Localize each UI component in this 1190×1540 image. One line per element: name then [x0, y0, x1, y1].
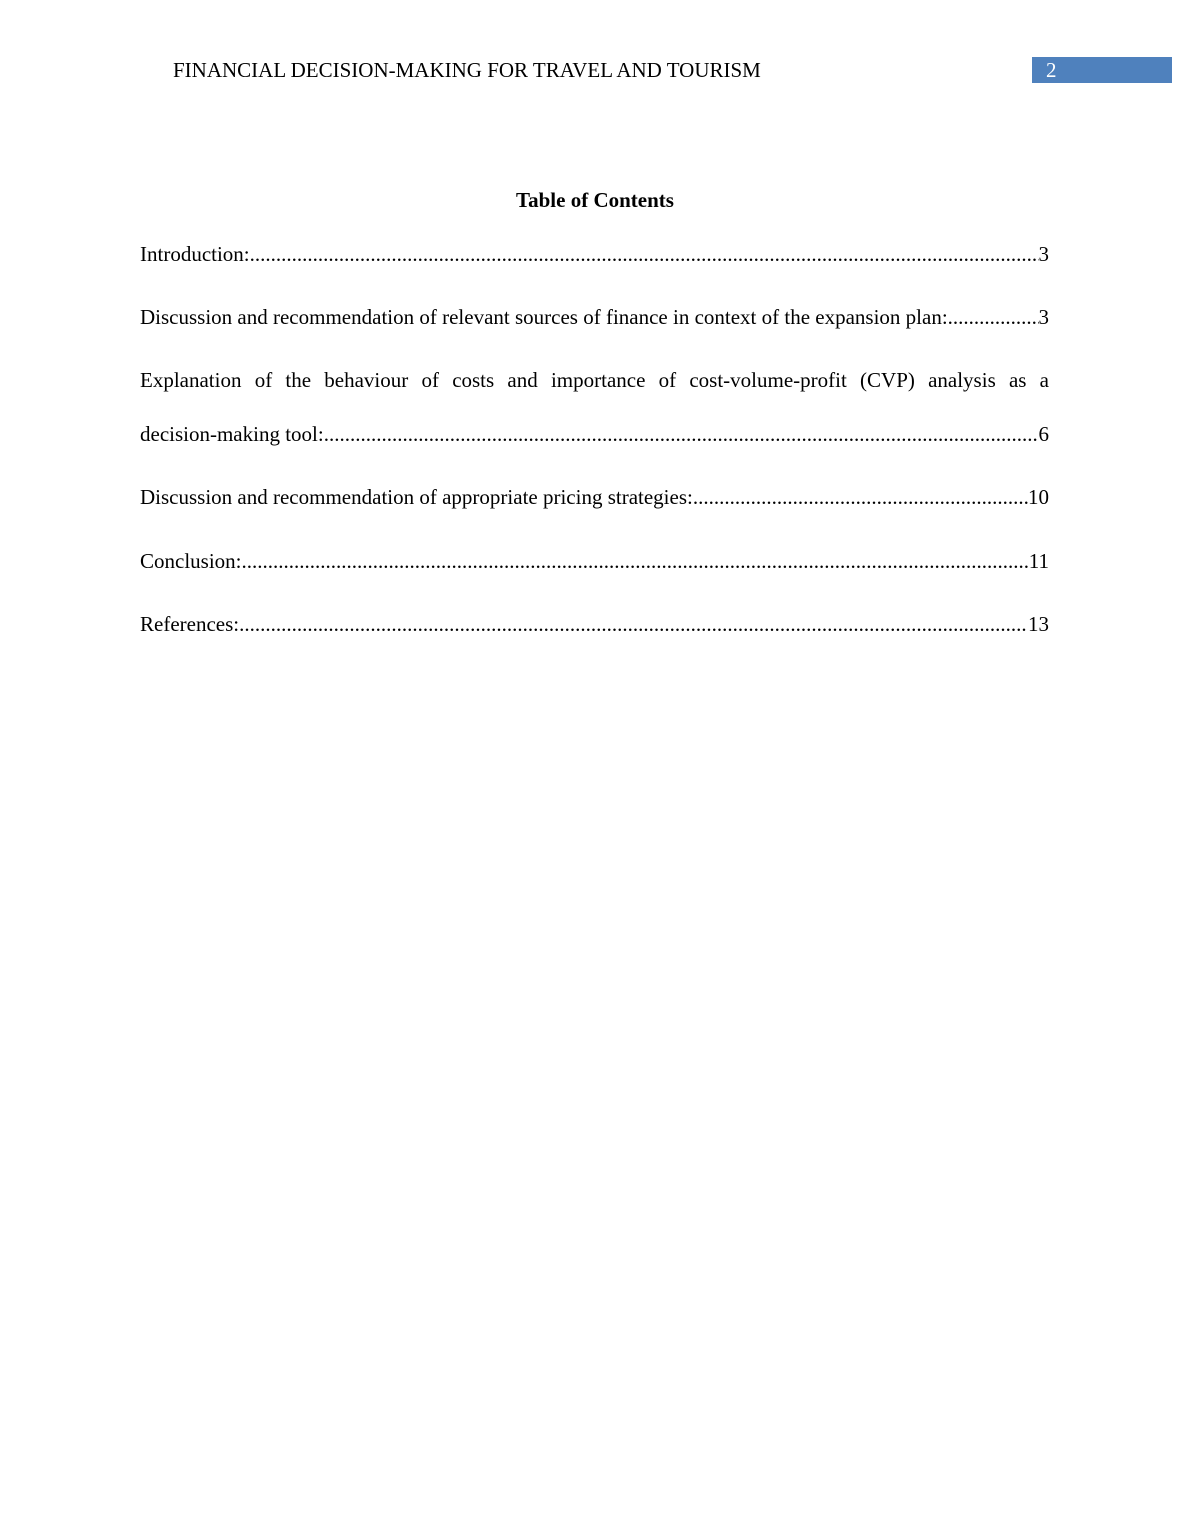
toc-entry-label: decision-making tool: [140, 422, 324, 446]
toc-entry-cvp[interactable] [140, 420, 1049, 448]
page-number-box [1032, 57, 1172, 83]
toc-entry-pricing-strategies[interactable] [140, 483, 1049, 511]
toc-leader-dots [250, 240, 1039, 268]
toc-entry-cvp-line-1[interactable]: Explanation of the behaviour of costs and importance of cost-volume-profit (CVP) analysis as a [140, 368, 1049, 392]
page-number: 2 [1046, 58, 1057, 82]
toc-entry-label: Introduction: [140, 242, 250, 266]
toc-entry-label: Discussion and recommendation of appropriate pricing strategies: [140, 485, 693, 509]
toc-entry-references[interactable] [140, 610, 1049, 638]
toc-leader-dots [948, 303, 1039, 331]
toc-leader-dots [242, 547, 1029, 575]
running-header-title: FINANCIAL DECISION-MAKING FOR TRAVEL AND TOURISM [173, 58, 761, 82]
toc-leader-dots [693, 483, 1028, 511]
toc-entry-page: 6 [1038, 422, 1049, 446]
toc-entry-page: 3 [1038, 242, 1049, 266]
toc-entry-page: 11 [1028, 549, 1049, 573]
toc-heading: Table of Contents [516, 188, 674, 212]
toc-entry-conclusion[interactable] [140, 547, 1049, 575]
toc-entry-page: 3 [1038, 305, 1049, 329]
toc-entry-sources-of-finance[interactable] [140, 303, 1049, 331]
toc-entry-label: Discussion and recommendation of relevant sources of finance in context of the expansion plan: [140, 305, 948, 329]
toc-leader-dots [324, 420, 1039, 448]
toc-entry-introduction[interactable] [140, 240, 1049, 268]
toc-leader-dots [239, 610, 1028, 638]
toc-entry-label: References: [140, 612, 240, 636]
toc-entry-label: Conclusion: [140, 549, 242, 573]
toc-entry-page: 13 [1028, 612, 1049, 636]
toc-entry-page: 10 [1028, 485, 1049, 509]
